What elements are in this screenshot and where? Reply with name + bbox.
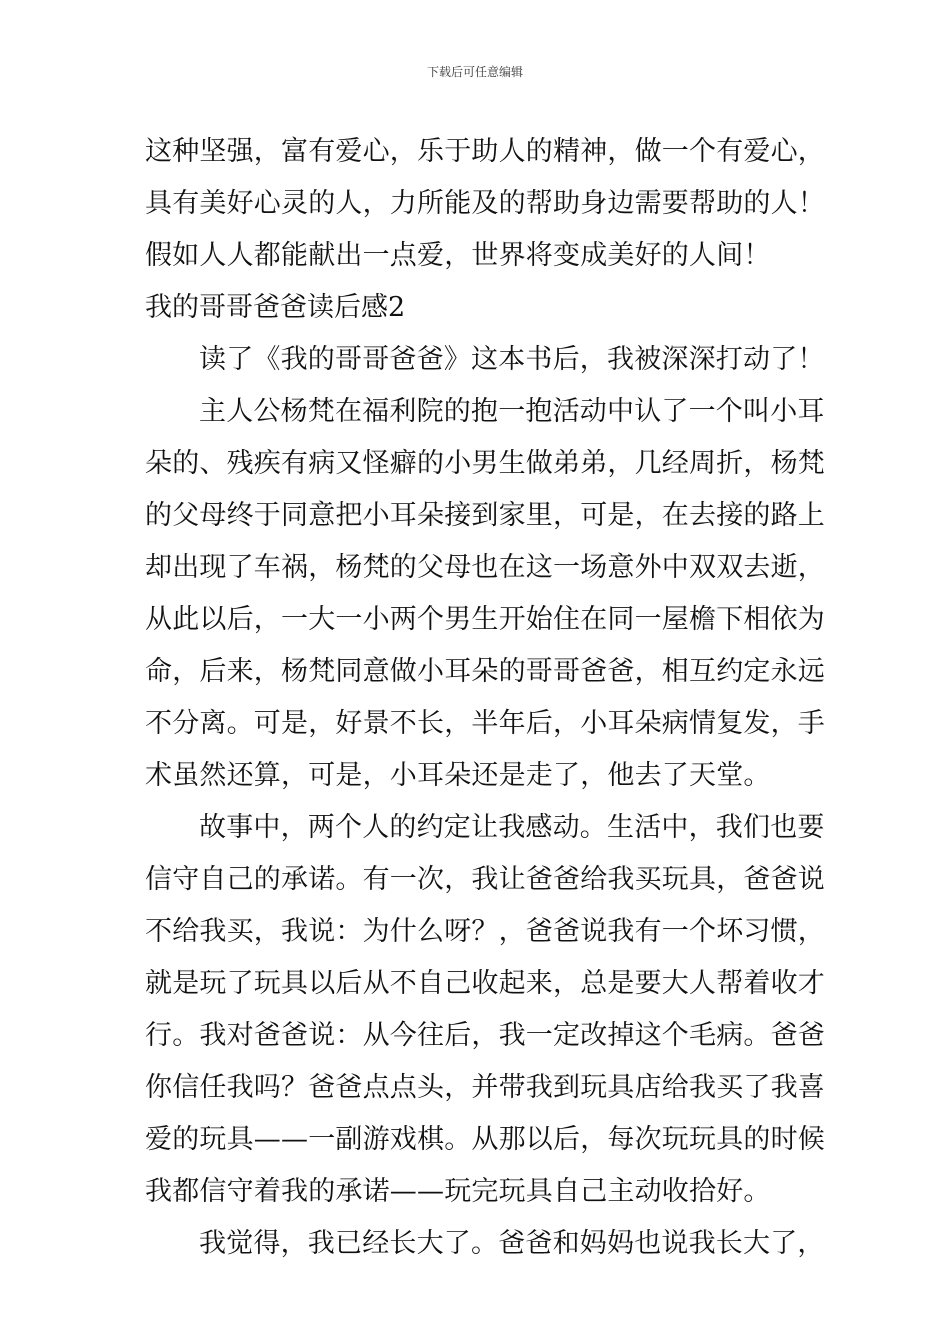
text-line: 我觉得，我已经长大了。爸爸和妈妈也说我长大了， xyxy=(199,1228,825,1259)
text-line: 不给我买，我说：为什么呀？，爸爸说我有一个坏习惯， xyxy=(145,916,825,947)
section-heading: 我的哥哥爸爸读后感2 xyxy=(145,292,406,323)
text-line: 具有美好心灵的人，力所能及的帮助身边需要帮助的人！ xyxy=(145,188,825,219)
document-body xyxy=(145,126,825,1270)
text-line: 行。我对爸爸说：从今往后，我一定改掉这个毛病。爸爸 xyxy=(145,1020,825,1051)
text-line: 我都信守着我的承诺——玩完玩具自己主动收拾好。 xyxy=(145,1176,771,1207)
text-line: 术虽然还算，可是，小耳朵还是走了，他去了天堂。 xyxy=(145,760,771,791)
text-line: 你信任我吗？爸爸点点头，并带我到玩具店给我买了我喜 xyxy=(145,1072,825,1103)
text-line: 朵的、残疾有病又怪癖的小男生做弟弟，几经周折，杨梵 xyxy=(145,448,825,479)
text-line: 爱的玩具——一副游戏棋。从那以后，每次玩玩具的时候 xyxy=(145,1124,825,1155)
text-line: 命，后来，杨梵同意做小耳朵的哥哥爸爸，相互约定永远 xyxy=(145,656,825,687)
text-line: 主人公杨梵在福利院的抱一抱活动中认了一个叫小耳 xyxy=(199,396,825,427)
text-line: 的父母终于同意把小耳朵接到家里，可是，在去接的路上 xyxy=(145,500,825,531)
text-line: 却出现了车祸，杨梵的父母也在这一场意外中双双去逝， xyxy=(145,552,825,583)
text-line: 从此以后，一大一小两个男生开始住在同一屋檐下相依为 xyxy=(145,604,825,635)
text-line: 不分离。可是，好景不长，半年后，小耳朵病情复发，手 xyxy=(145,708,825,739)
text-line: 假如人人都能献出一点爱，世界将变成美好的人间！ xyxy=(145,240,771,271)
text-line: 就是玩了玩具以后从不自己收起来，总是要大人帮着收才 xyxy=(145,968,825,999)
text-line: 故事中，两个人的约定让我感动。生活中，我们也要 xyxy=(199,812,825,843)
text-line: 信守自己的承诺。有一次，我让爸爸给我买玩具，爸爸说 xyxy=(145,864,825,895)
page-header: 下载后可任意编辑 xyxy=(426,65,523,79)
text-line: 这种坚强，富有爱心，乐于助人的精神，做一个有爱心， xyxy=(145,136,825,167)
text-line: 读了《我的哥哥爸爸》这本书后，我被深深打动了！ xyxy=(199,344,825,375)
